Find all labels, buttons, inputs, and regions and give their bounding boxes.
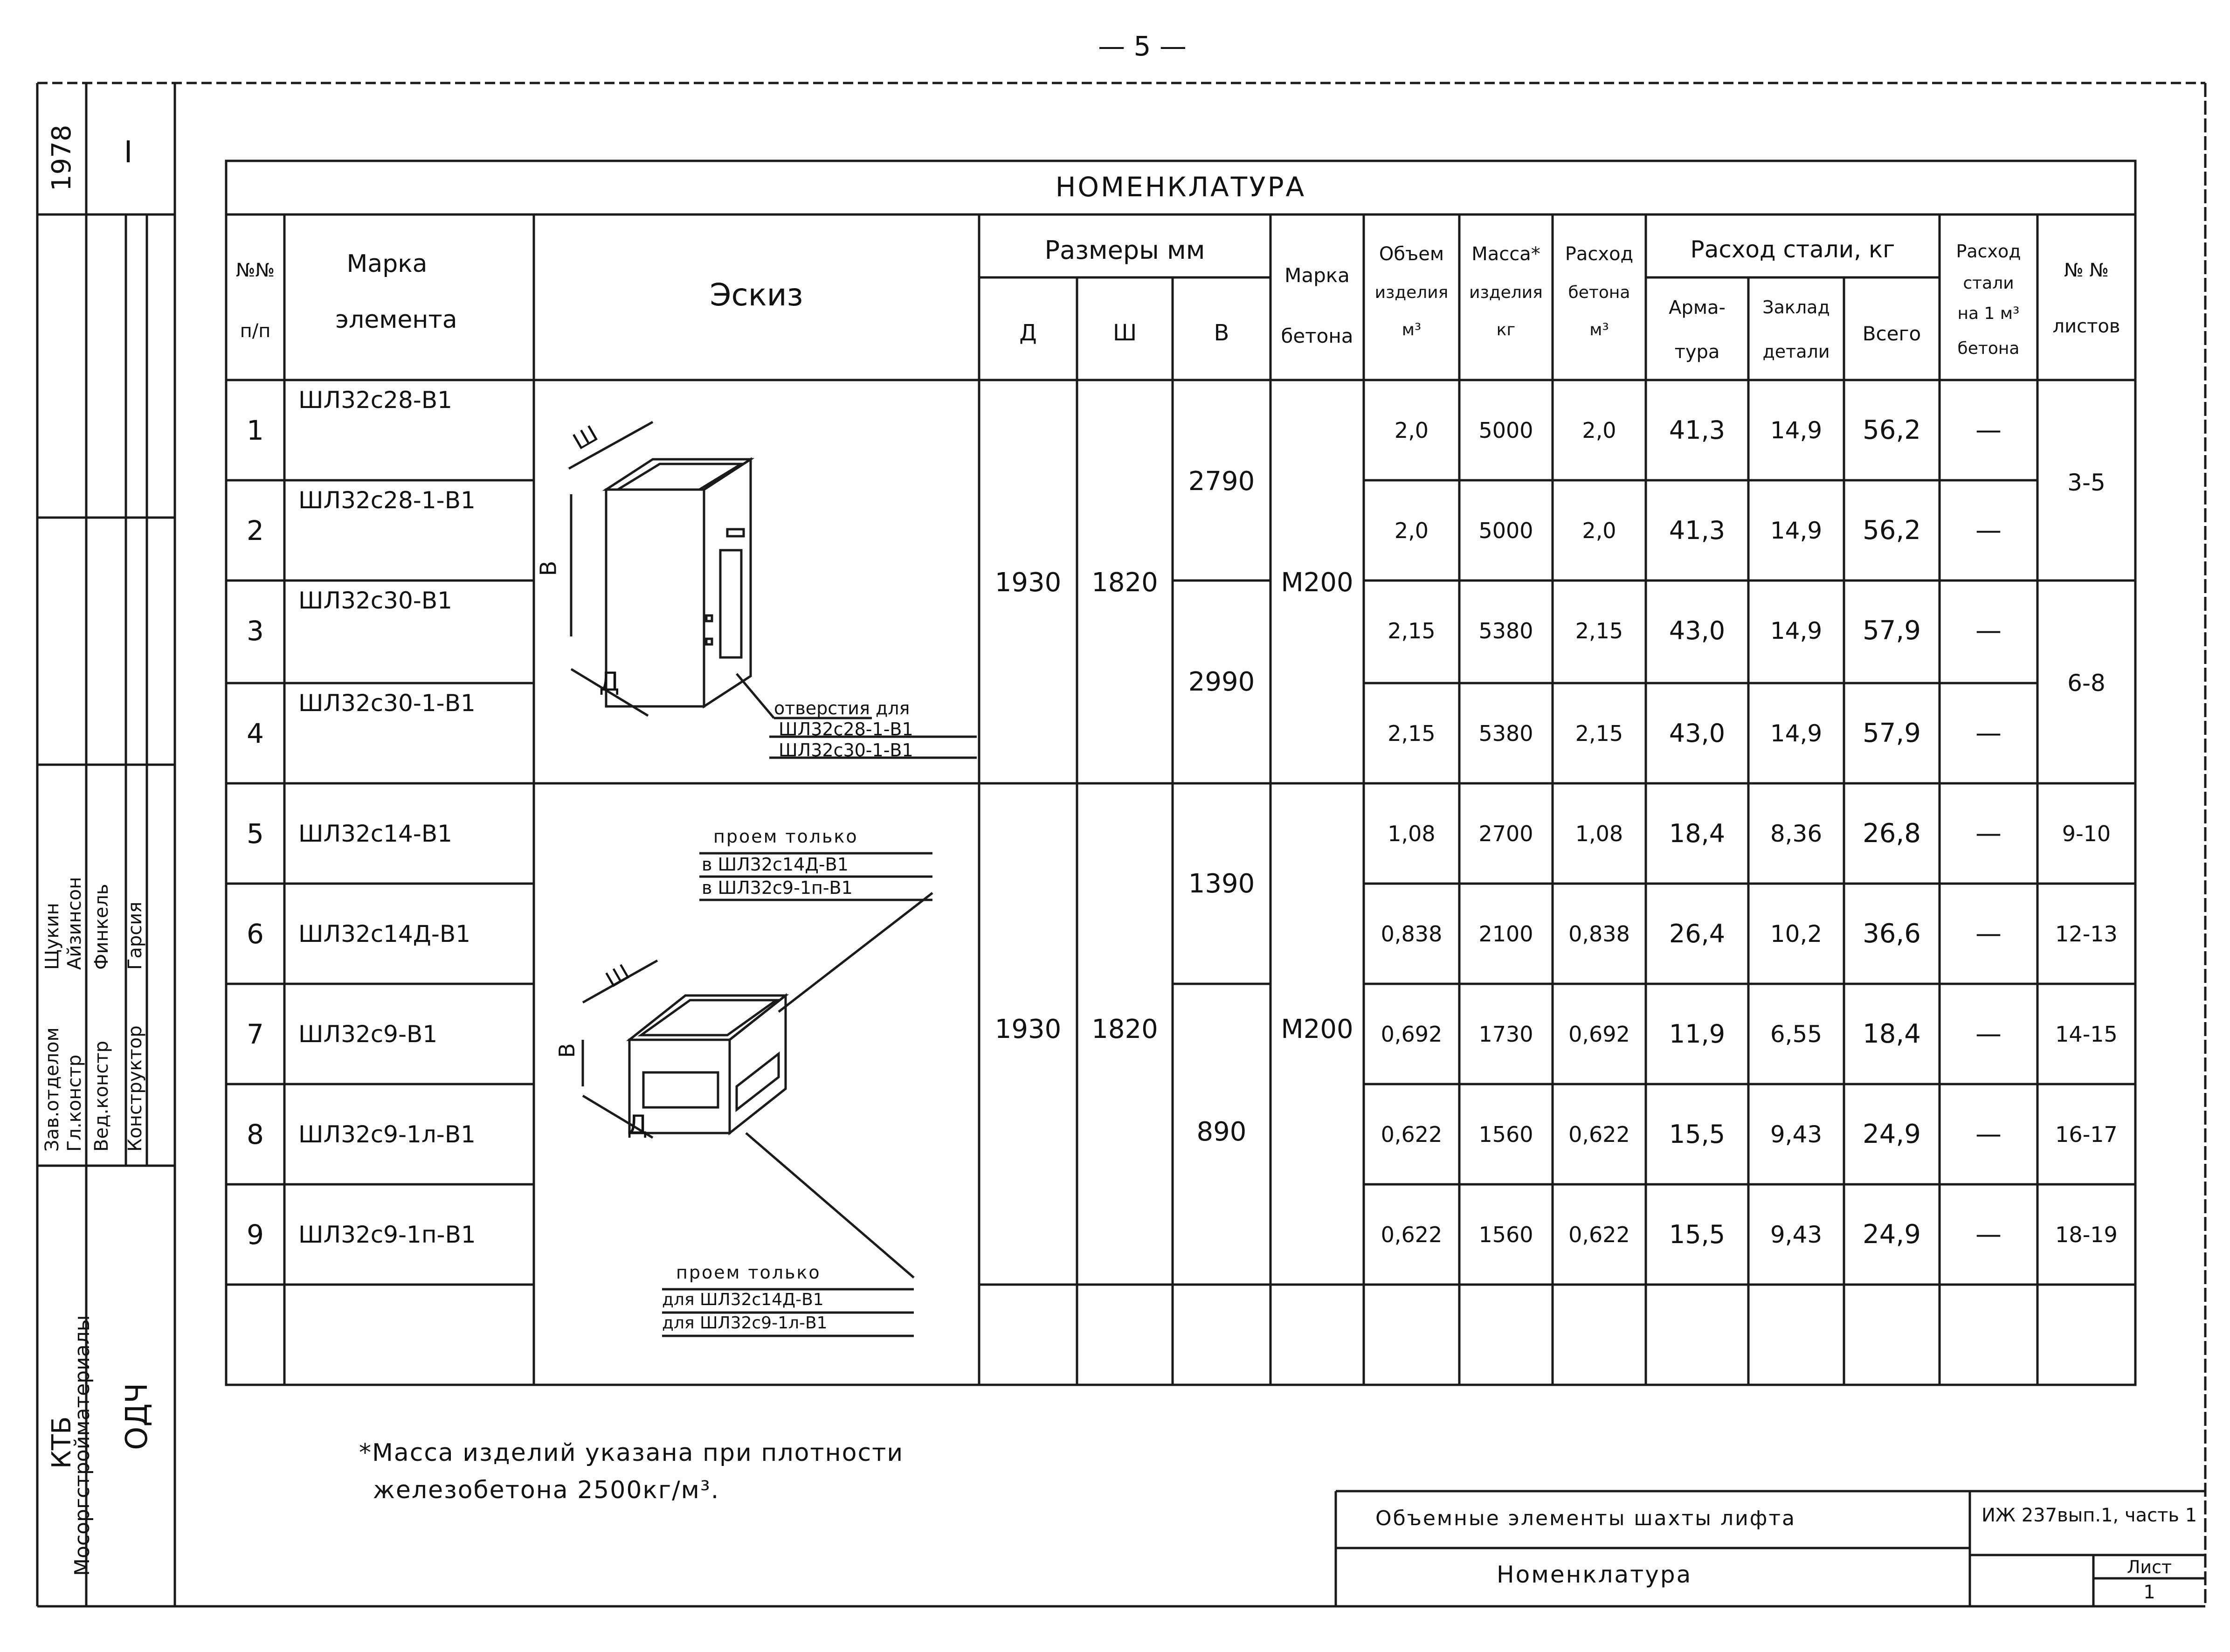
role-label-4: Конструктор bbox=[124, 1025, 146, 1152]
cell-per-m3: — bbox=[1975, 718, 2002, 748]
cell-mark: ШЛ32с9-1л-В1 bbox=[298, 1120, 476, 1148]
header-num-1: №№ bbox=[235, 260, 275, 281]
cell-total: 57,9 bbox=[1863, 718, 1921, 748]
cell-mass: 2100 bbox=[1478, 921, 1533, 947]
sketch1-label-d: Д bbox=[599, 667, 620, 697]
cell-sheets: 14-15 bbox=[2055, 1021, 2118, 1047]
sketch2-note-bottom-2: для ШЛ32с14Д-В1 bbox=[662, 1290, 824, 1309]
cell-sheets: 9-10 bbox=[2062, 821, 2111, 846]
cell-consumption: 0,838 bbox=[1568, 921, 1630, 947]
cell-sheets: 18-19 bbox=[2055, 1222, 2118, 1247]
sketch2-note-top-3: в ШЛ32с9-1п-В1 bbox=[702, 878, 853, 898]
cell-embedded: 6,55 bbox=[1770, 1020, 1823, 1048]
sketch1-note-2: ШЛ32с28-1-В1 bbox=[779, 719, 913, 740]
group2-sh: 1820 bbox=[1091, 1014, 1158, 1044]
cell-total: 26,8 bbox=[1863, 818, 1921, 849]
cell-mark: ШЛ32с14Д-В1 bbox=[298, 920, 471, 947]
cell-total: 18,4 bbox=[1863, 1018, 1921, 1049]
cell-consumption: 2,15 bbox=[1575, 618, 1623, 643]
header-volume-1: Объем bbox=[1379, 243, 1444, 265]
cell-armature: 41,3 bbox=[1669, 415, 1726, 445]
cell-num: 1 bbox=[247, 414, 264, 446]
cell-per-m3: — bbox=[1975, 1018, 2002, 1049]
sketch1-note-3: ШЛ32с30-1-В1 bbox=[779, 740, 913, 760]
cell-num: 3 bbox=[247, 615, 264, 647]
cell-mass: 5000 bbox=[1478, 417, 1533, 443]
header-concrete-2: бетона bbox=[1281, 325, 1353, 347]
cell-embedded: 14,9 bbox=[1770, 719, 1823, 747]
cell-mass: 5380 bbox=[1478, 618, 1533, 643]
sketch2-label-v: В bbox=[554, 1043, 580, 1058]
cell-mark: ШЛ32с14-В1 bbox=[298, 820, 452, 847]
sketch2-label-sh: Ш bbox=[601, 959, 634, 993]
cell-volume: 2,0 bbox=[1394, 417, 1429, 443]
cell-mass: 5000 bbox=[1478, 518, 1533, 543]
title-block-subtitle: Номенклатура bbox=[1497, 1561, 1692, 1588]
code-label: ОДЧ bbox=[120, 1382, 154, 1450]
cell-mass: 1560 bbox=[1478, 1222, 1533, 1247]
header-mass-2: изделия bbox=[1469, 283, 1543, 302]
name-label-4: Гарсия bbox=[124, 901, 146, 970]
group1-d: 1930 bbox=[994, 567, 1062, 598]
cell-mass: 1560 bbox=[1478, 1121, 1533, 1147]
header-sheets-1: № № bbox=[2064, 260, 2109, 281]
cell-embedded: 8,36 bbox=[1770, 820, 1823, 847]
cell-armature: 43,0 bbox=[1669, 718, 1726, 748]
cell-volume: 0,838 bbox=[1381, 921, 1443, 947]
header-sketch: Эскиз bbox=[710, 277, 803, 313]
cell-per-m3: — bbox=[1975, 1219, 2002, 1250]
role-label-1: Зав.отделом bbox=[41, 1027, 63, 1152]
sketch2-note-top-1: проем только bbox=[713, 826, 858, 847]
cell-embedded: 14,9 bbox=[1770, 617, 1823, 644]
group2-concrete: М200 bbox=[1281, 1014, 1353, 1044]
header-volume-2: изделия bbox=[1374, 283, 1449, 302]
cell-mark: ШЛ32с28-В1 bbox=[298, 386, 452, 414]
name-label-1: Щукин bbox=[41, 903, 63, 970]
cell-consumption: 2,0 bbox=[1582, 417, 1616, 443]
cell-total: 24,9 bbox=[1863, 1119, 1921, 1149]
group1-sheets-b: 6-8 bbox=[2067, 670, 2106, 697]
cell-embedded: 9,43 bbox=[1770, 1221, 1823, 1248]
sketch2-note-top-2: в ШЛ32с14Д-В1 bbox=[702, 854, 849, 875]
cell-total: 56,2 bbox=[1863, 515, 1921, 546]
header-sheets-2: листов bbox=[2052, 316, 2120, 337]
cell-armature: 15,5 bbox=[1669, 1119, 1726, 1149]
header-per-m3-2: стали bbox=[1963, 274, 2014, 293]
cell-consumption: 1,08 bbox=[1575, 821, 1623, 846]
cell-per-m3: — bbox=[1975, 1119, 2002, 1149]
cell-armature: 11,9 bbox=[1669, 1019, 1726, 1049]
group1-sheets-a: 3-5 bbox=[2067, 469, 2106, 496]
header-size-d: Д bbox=[1019, 320, 1037, 346]
header-mark-2: элемента bbox=[335, 306, 457, 334]
cell-mass: 2700 bbox=[1478, 821, 1533, 846]
header-volume-3: м³ bbox=[1402, 320, 1422, 339]
header-mark-1: Марка bbox=[346, 250, 428, 278]
header-per-m3-4: бетона bbox=[1957, 339, 2020, 358]
cell-total: 24,9 bbox=[1863, 1219, 1921, 1250]
cell-volume: 2,0 bbox=[1394, 518, 1429, 543]
title-block-title: Объемные элементы шахты лифта bbox=[1375, 1507, 1796, 1530]
title-block-sheet-label: Лист bbox=[2126, 1557, 2172, 1577]
role-label-3: Вед.констр bbox=[91, 1041, 112, 1152]
group1-v-a: 2790 bbox=[1188, 466, 1255, 497]
cell-mass: 1730 bbox=[1478, 1021, 1533, 1047]
cell-mark: ШЛ32с9-1п-В1 bbox=[298, 1221, 476, 1248]
title-block-code: ИЖ 237вып.1, часть 1 bbox=[1981, 1505, 2197, 1526]
header-consumption-3: м³ bbox=[1589, 320, 1609, 339]
table-title: НОМЕНКЛАТУРА bbox=[1055, 171, 1306, 203]
header-steel: Расход стали, кг bbox=[1690, 236, 1895, 263]
cell-num: 8 bbox=[247, 1118, 264, 1150]
group2-v-a: 1390 bbox=[1188, 869, 1255, 899]
header-per-m3-1: Расход bbox=[1956, 241, 2021, 262]
cell-sheets: 12-13 bbox=[2055, 921, 2118, 947]
cell-per-m3: — bbox=[1975, 615, 2002, 646]
cell-mark: ШЛ32с30-В1 bbox=[298, 587, 452, 614]
footnote-line-1: *Масса изделий указана при плотности bbox=[359, 1439, 904, 1467]
page-number: — 5 — bbox=[1098, 30, 1187, 62]
header-consumption-2: бетона bbox=[1568, 283, 1630, 302]
cell-mark: ШЛ32с9-В1 bbox=[298, 1020, 438, 1048]
year-label: 1978 bbox=[47, 124, 77, 191]
cell-mark: ШЛ32с28-1-В1 bbox=[298, 486, 476, 514]
cell-num: 7 bbox=[247, 1018, 264, 1050]
header-mass-1: Масса* bbox=[1471, 243, 1540, 265]
header-concrete-1: Марка bbox=[1284, 264, 1350, 287]
header-sizes: Размеры мм bbox=[1044, 235, 1205, 265]
cell-per-m3: — bbox=[1975, 515, 2002, 546]
header-armature-2: тура bbox=[1674, 341, 1720, 363]
cell-consumption: 0,622 bbox=[1568, 1121, 1630, 1147]
cell-consumption: 2,0 bbox=[1582, 518, 1616, 543]
cell-num: 2 bbox=[247, 514, 264, 546]
group1-sh: 1820 bbox=[1091, 567, 1158, 598]
cell-volume: 2,15 bbox=[1388, 618, 1436, 643]
header-size-sh: Ш bbox=[1112, 320, 1137, 346]
header-size-v: В bbox=[1214, 320, 1229, 346]
cell-mark: ШЛ32с30-1-В1 bbox=[298, 689, 476, 717]
cell-sheets: 16-17 bbox=[2055, 1121, 2118, 1147]
cell-num: 9 bbox=[247, 1218, 264, 1251]
cell-total: 56,2 bbox=[1863, 415, 1921, 445]
sketch1-note-1: отверстия для bbox=[774, 698, 910, 719]
cell-num: 6 bbox=[247, 918, 264, 950]
sketch2-label-d: Д bbox=[627, 1110, 648, 1140]
cell-volume: 1,08 bbox=[1388, 821, 1436, 846]
header-consumption-1: Расход bbox=[1565, 243, 1634, 265]
cell-num: 4 bbox=[247, 717, 264, 749]
sketch1-label-sh: Ш bbox=[568, 420, 602, 456]
cell-consumption: 0,622 bbox=[1568, 1222, 1630, 1247]
cell-embedded: 14,9 bbox=[1770, 416, 1823, 444]
cell-embedded: 9,43 bbox=[1770, 1120, 1823, 1148]
cell-per-m3: — bbox=[1975, 918, 2002, 949]
name-label-3: Финкель bbox=[91, 884, 112, 970]
cell-armature: 41,3 bbox=[1669, 515, 1726, 545]
sketch2-note-bottom-3: для ШЛ32с9-1л-В1 bbox=[662, 1313, 828, 1333]
group1-concrete: М200 bbox=[1281, 567, 1353, 598]
cell-consumption: 2,15 bbox=[1575, 720, 1623, 746]
header-embedded-1: Заклад bbox=[1762, 297, 1830, 318]
title-block-sheet-num: 1 bbox=[2143, 1582, 2155, 1603]
sketch1-label-v: В bbox=[535, 560, 562, 576]
header-total: Всего bbox=[1862, 322, 1921, 345]
cell-armature: 26,4 bbox=[1669, 919, 1726, 948]
cell-mass: 5380 bbox=[1478, 720, 1533, 746]
header-per-m3-3: на 1 м³ bbox=[1957, 304, 2020, 323]
group2-d: 1930 bbox=[994, 1014, 1062, 1044]
sketch2-note-bottom-1: проем только bbox=[676, 1262, 821, 1283]
cell-volume: 2,15 bbox=[1388, 720, 1436, 746]
cell-embedded: 10,2 bbox=[1770, 920, 1823, 947]
cell-consumption: 0,692 bbox=[1568, 1021, 1630, 1047]
role-label-2: Гл.констр bbox=[64, 1054, 85, 1152]
sheet-mark: I bbox=[124, 135, 133, 170]
cell-volume: 0,692 bbox=[1381, 1021, 1443, 1047]
header-mass-3: кг bbox=[1496, 320, 1516, 339]
cell-per-m3: — bbox=[1975, 415, 2002, 445]
cell-armature: 15,5 bbox=[1669, 1219, 1726, 1249]
cell-per-m3: — bbox=[1975, 818, 2002, 849]
cell-total: 36,6 bbox=[1863, 918, 1921, 949]
cell-embedded: 14,9 bbox=[1770, 517, 1823, 544]
cell-total: 57,9 bbox=[1863, 615, 1921, 646]
group2-v-b: 890 bbox=[1196, 1117, 1247, 1147]
cell-armature: 18,4 bbox=[1669, 818, 1726, 848]
cell-num: 5 bbox=[247, 817, 264, 850]
name-label-2: Айзинсон bbox=[64, 877, 85, 970]
footnote-line-2: железобетона 2500кг/м³. bbox=[373, 1476, 720, 1504]
cell-armature: 43,0 bbox=[1669, 615, 1726, 645]
org-label-2: Мосоргстройматериалы bbox=[70, 1315, 94, 1576]
header-embedded-2: детали bbox=[1762, 341, 1830, 362]
header-armature-1: Арма- bbox=[1669, 297, 1726, 318]
cell-volume: 0,622 bbox=[1381, 1121, 1443, 1147]
group1-v-b: 2990 bbox=[1188, 667, 1255, 697]
org-label-1: КТБ bbox=[47, 1416, 77, 1469]
header-num-2: п/п bbox=[240, 320, 271, 342]
cell-volume: 0,622 bbox=[1381, 1222, 1443, 1247]
